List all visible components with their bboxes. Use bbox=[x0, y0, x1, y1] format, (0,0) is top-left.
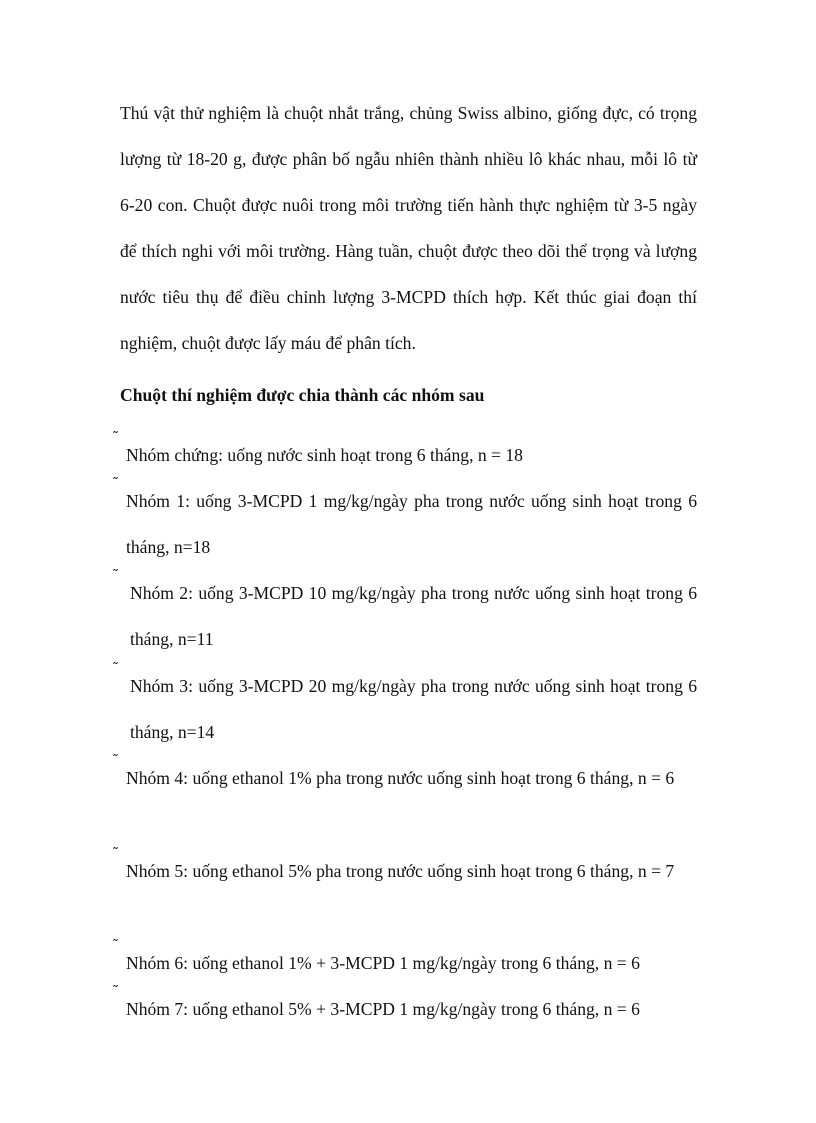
group-text: Nhóm 2: uống 3-MCPD 10 mg/kg/ngày pha trong nước uống sinh hoạt trong 6 tháng, n=11 bbox=[130, 583, 697, 649]
groups-heading: Chuột thí nghiệm được chia thành các nhóm sau bbox=[120, 385, 485, 405]
group-text: Nhóm 3: uống 3-MCPD 20 mg/kg/ngày pha trong nước uống sinh hoạt trong 6 tháng, n=14 bbox=[130, 676, 697, 742]
group-6 bbox=[112, 940, 697, 986]
tilde-bullet-icon: ˜ bbox=[112, 661, 119, 677]
group-text: Nhóm 7: uống ethanol 5% + 3-MCPD 1 mg/kg/ngày trong 6 tháng, n = 6 bbox=[126, 999, 640, 1019]
tilde-bullet-icon: ˜ bbox=[112, 984, 119, 1000]
tilde-bullet-icon: ˜ bbox=[112, 430, 119, 446]
group-text: Nhóm 4: uống ethanol 1% pha trong nước uống sinh hoạt trong 6 tháng, n = 6 bbox=[126, 768, 675, 788]
tilde-bullet-icon: ˜ bbox=[112, 846, 119, 862]
group-text: Nhóm 6: uống ethanol 1% + 3-MCPD 1 mg/kg/ngày trong 6 tháng, n = 6 bbox=[126, 953, 640, 973]
group-text: Nhóm chứng: uống nước sinh hoạt trong 6 tháng, n = 18 bbox=[126, 445, 523, 465]
group-4 bbox=[112, 755, 697, 801]
tilde-bullet-icon: ˜ bbox=[112, 568, 119, 584]
group-5 bbox=[112, 848, 697, 894]
tilde-bullet-icon: ˜ bbox=[112, 753, 119, 769]
intro-paragraph: Thú vật thử nghiệm là chuột nhắt trắng, chủng Swiss albino, giống đực, có trọng lượng từ 18-20 g, được phân bố ngẫu nhiên thành nhiều lô khác nhau, mỗi lô từ 6-20 con. Chuột được nuôi trong môi trường tiến hành thực nghiệm từ 3-5 ngày để thích nghi với môi trường. Hàng tuần, chuột được theo dõi thể trọng và lượng nước tiêu thụ để điều chỉnh lượng 3-MCPD thích hợp. Kết thúc giai đoạn thí nghiệm, chuột được lấy máu để phân tích. bbox=[120, 103, 697, 353]
tilde-bullet-icon: ˜ bbox=[112, 938, 119, 954]
group-1 bbox=[112, 478, 697, 570]
group-3 bbox=[112, 663, 697, 755]
group-7 bbox=[112, 986, 697, 1032]
tilde-bullet-icon: ˜ bbox=[112, 476, 119, 492]
group-text: Nhóm 1: uống 3-MCPD 1 mg/kg/ngày pha trong nước uống sinh hoạt trong 6 tháng, n=18 bbox=[126, 491, 697, 557]
group-2 bbox=[112, 570, 697, 662]
group-control bbox=[112, 432, 697, 478]
group-text: Nhóm 5: uống ethanol 5% pha trong nước uống sinh hoạt trong 6 tháng, n = 7 bbox=[126, 861, 675, 881]
